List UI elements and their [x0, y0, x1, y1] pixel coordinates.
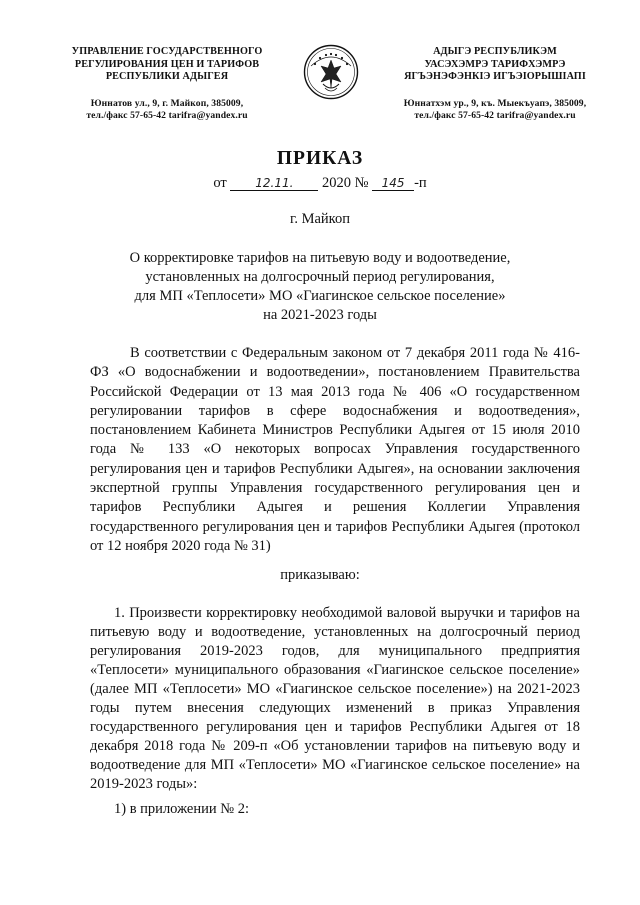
issuer-name: УПРАВЛЕНИЕ ГОСУДАРСТВЕННОГО РЕГУЛИРОВАНИЯ ЦЕН И ТАРИФОВ РЕСПУБЛИКИ АДЫГЕЯ	[71, 46, 263, 82]
order-date-prefix: от	[213, 175, 227, 191]
document-title: ПРИКАЗ	[276, 148, 364, 169]
issuer-block-adyghe	[388, 46, 602, 122]
order-number-suffix: -п	[414, 175, 427, 191]
order-subject: О корректировке тарифов на питьевую воду и водоотведение, установленных на долгосрочный период регулирования, для МП «Теплосети» МО «Гиагинское сельское поселение» на 2021-2023 годы	[129, 250, 511, 323]
issuer-address: Юннатов ул., 9, г. Майкоп, 385009, тел./факс 57-65-42 tarifra@yandex.ru	[86, 97, 248, 121]
preamble-paragraph: В соответствии с Федеральным законом от 7 декабря 2011 года № 416-ФЗ «О водоснабжении и водоотведении», постановлением Правительства Российской Федерации от 13 мая 2013 года № 406 «О государственном регулировании тарифов в сфере водоснабжения и водоотведения», постановлением Кабинета Министров Республики Адыгея от 15 июля 2010 года № 133 «О некоторых вопросах Управления государственного регулирования цен и тарифов Республики Адыгея», на основании заключения экспертной группы Управления государственного регулирования цен и тарифов Республики Адыгея и решения Коллегии Управления государственного регулирования цен и тарифов Республики Адыгея (протокол от 12 ноября 2020 года № 31)	[90, 345, 580, 554]
order-year-label: 2020 №	[321, 175, 369, 191]
issuer-address-adyghe: Юннатхэм ур., 9, къ. Мыекъуапэ, 385009, тел./факс 57-65-42 tarifra@yandex.ru	[403, 97, 587, 121]
republic-of-adygea-emblem-icon	[303, 44, 359, 100]
issuer-name-adyghe: АДЫГЭ РЕСПУБЛИКЭМ УАСЭХЭМРЭ ТАРИФХЭМРЭ ЯГЪЭНЭФЭНКIЭ ИГЪЭIОРЫШIАПI	[404, 46, 586, 82]
order-date-handwritten: 12.11.	[230, 176, 318, 191]
issuer-block-russian	[56, 46, 278, 122]
decree-word: приказываю:	[280, 567, 360, 583]
order-date-number	[0, 175, 640, 192]
city: г. Майкоп	[290, 211, 350, 227]
subitem-1: 1) в приложении № 2:	[114, 801, 249, 817]
item-1-paragraph: 1. Произвести корректировку необходимой валовой выручки и тарифов на питьевую воду и водоотведение, установленных на долгосрочный период регулирования 2019-2023 годов, для муниципального предприятия «Теплосети» муниципального образования «Гиагинское сельское поселение» (далее МП «Теплосети» МО «Гиагинское сельское поселение») на 2021-2023 годы путем внесения следующих изменений в приказ Управления государственного регулирования цен и тарифов Республики Адыгея от 18 декабря 2018 года № 209-п «Об установлении тарифов на питьевую воду и водоотведение для МП «Теплосети» МО «Гиагинское сельское поселение» на 2019-2023 годы»:	[90, 605, 580, 792]
order-number-handwritten: 145	[372, 176, 414, 191]
